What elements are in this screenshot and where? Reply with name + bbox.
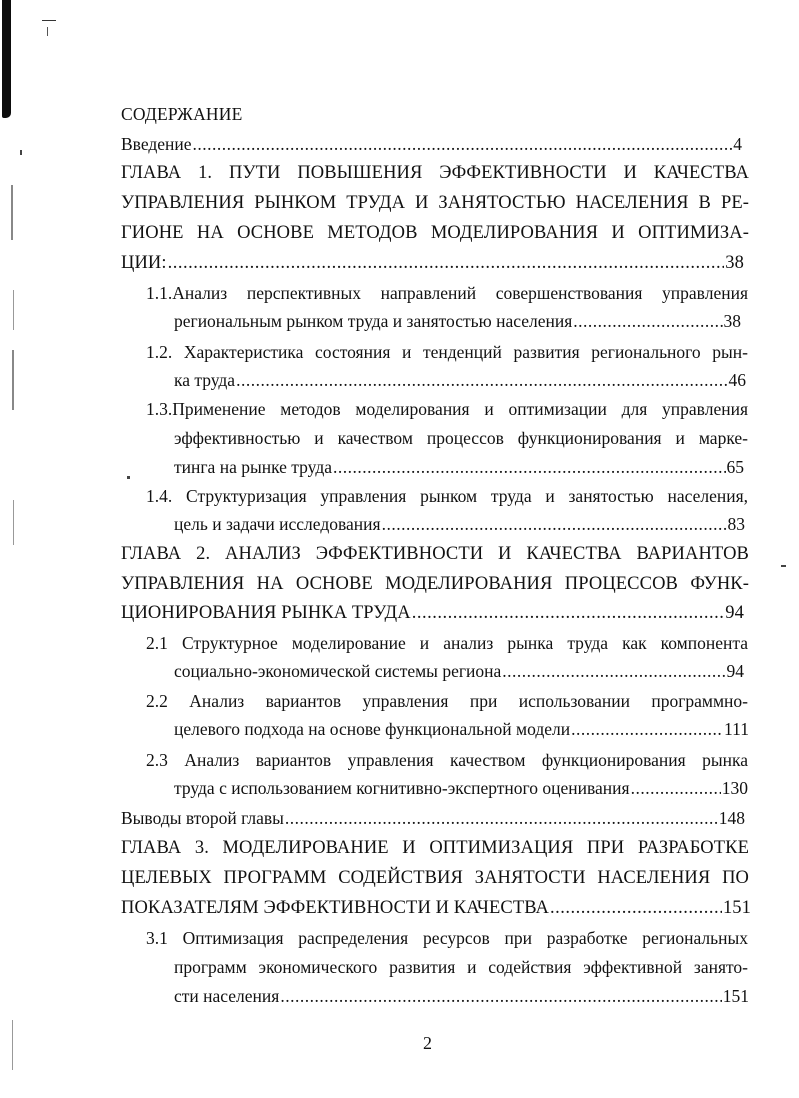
toc-chapter-3-line: ГЛАВА 3. МОДЕЛИРОВАНИЕ И ОПТИМИЗАЦИЯ ПРИ РАЗРАБОТКЕ xyxy=(121,838,749,858)
toc-entry-text: целевого подхода на основе функциональной модели xyxy=(174,719,571,739)
dot-leader xyxy=(333,457,726,478)
scan-speck xyxy=(12,1020,13,1070)
dot-leader xyxy=(280,986,721,1007)
toc-entry-text: Выводы второй главы xyxy=(121,808,284,828)
toc-section-1-2-line: 1.2. Характеристика состояния и тенденций развития регионального рын- xyxy=(146,342,748,362)
scan-speck xyxy=(13,500,14,545)
toc-section-1-3-line: 1.3.Применение методов моделирования и оптимизации для управления xyxy=(146,399,748,419)
toc-page-ref: 38 xyxy=(723,311,741,331)
toc-entry-text: социально-экономической системы региона xyxy=(174,661,502,681)
dot-leader xyxy=(550,898,722,919)
toc-entry-text: труда с использованием когнитивно-экспертного оценивания xyxy=(174,778,630,798)
toc-section-2-3-last-line xyxy=(174,778,748,806)
toc-chapter-2-line: ГЛАВА 2. АНАЛИЗ ЭФФЕКТИВНОСТИ И КАЧЕСТВА ВАРИАНТОВ xyxy=(121,544,749,564)
toc-page-ref: 65 xyxy=(726,457,744,477)
toc-page-ref: 151 xyxy=(722,986,749,1006)
dot-leader xyxy=(571,719,723,740)
toc-section-2-3-line: 2.3 Анализ вариантов управления качеством функционирования рынка xyxy=(146,750,748,770)
dot-leader xyxy=(285,808,718,829)
toc-page-ref: 83 xyxy=(727,514,745,534)
scan-speck xyxy=(13,290,14,330)
toc-section-2-2-line: 2.2 Анализ вариантов управления при использовании программно- xyxy=(146,691,748,711)
dot-leader xyxy=(193,134,733,155)
toc-chapter-3-line: ЦЕЛЕВЫХ ПРОГРАММ СОДЕЙСТВИЯ ЗАНЯТОСТИ НАСЕЛЕНИЯ ПО xyxy=(121,868,749,888)
toc-page-ref: 4 xyxy=(733,134,742,154)
toc-entry-text: сти населения xyxy=(174,986,280,1006)
scan-speck xyxy=(12,350,14,410)
toc-section-2-1-last-line xyxy=(174,661,744,689)
toc-entry-conclusions xyxy=(121,808,745,836)
toc-section-1-3-last-line xyxy=(174,457,744,485)
page-number: 2 xyxy=(423,1033,432,1053)
dot-leader xyxy=(502,661,725,682)
toc-section-3-1-line: программ экономического развития и содействия эффективной занято- xyxy=(174,957,748,977)
toc-chapter-1-last-line xyxy=(121,253,744,281)
toc-section-3-1-line: 3.1 Оптимизация распределения ресурсов при разработке региональных xyxy=(146,928,748,948)
toc-title: СОДЕРЖАНИЕ xyxy=(121,104,243,124)
dot-leader xyxy=(573,311,722,332)
toc-chapter-1-line: УПРАВЛЕНИЯ РЫНКОМ ТРУДА И ЗАНЯТОСТЬЮ НАСЕЛЕНИЯ В РЕ- xyxy=(121,193,749,213)
scan-speck xyxy=(127,476,130,479)
toc-section-1-3-line: эффективностью и качеством процессов функционирования и марке- xyxy=(174,428,748,448)
toc-section-2-1-line: 2.1 Структурное моделирование и анализ рынка труда как компонента xyxy=(146,633,748,653)
toc-entry-text: ЦИОНИРОВАНИЯ РЫНКА ТРУДА xyxy=(121,603,411,623)
dot-leader xyxy=(168,253,725,274)
toc-page-ref: 38 xyxy=(725,253,744,273)
scan-speck xyxy=(11,185,13,240)
toc-chapter-2-last-line xyxy=(121,603,744,631)
dot-leader xyxy=(236,370,727,391)
scan-mark xyxy=(47,27,48,36)
toc-section-1-4-last-line xyxy=(174,514,745,542)
toc-chapter-2-line: УПРАВЛЕНИЯ НА ОСНОВЕ МОДЕЛИРОВАНИЯ ПРОЦЕССОВ ФУНК- xyxy=(121,574,749,594)
dot-leader xyxy=(382,514,727,535)
toc-section-3-1-last-line xyxy=(174,986,749,1014)
toc-section-1-1-line: 1.1.Анализ перспективных направлений совершенствования управления xyxy=(146,283,748,303)
toc-chapter-1-line: ГЛАВА 1. ПУТИ ПОВЫШЕНИЯ ЭФФЕКТИВНОСТИ И КАЧЕСТВА xyxy=(121,163,749,183)
toc-chapter-3-last-line xyxy=(121,898,751,926)
toc-page-ref: 151 xyxy=(722,898,751,918)
toc-section-1-1-last-line xyxy=(174,311,741,339)
toc-page-ref: 94 xyxy=(725,603,744,623)
toc-entry-intro xyxy=(121,134,742,162)
toc-entry-text: региональным рынком труда и занятостью населения xyxy=(174,311,573,331)
toc-page-ref: 94 xyxy=(726,661,744,681)
toc-entry-text: ПОКАЗАТЕЛЯМ ЭФФЕКТИВНОСТИ И КАЧЕСТВА xyxy=(121,898,549,918)
scan-mark xyxy=(42,20,56,21)
scan-speck xyxy=(781,565,786,567)
dot-leader xyxy=(412,603,725,624)
toc-page-ref: 46 xyxy=(728,370,746,390)
toc-section-1-4-line: 1.4. Структуризация управления рынком труда и занятостью населения, xyxy=(146,486,748,506)
dot-leader xyxy=(631,778,721,799)
toc-page-ref: 130 xyxy=(721,778,748,798)
toc-page-ref: 111 xyxy=(724,719,749,739)
toc-entry-text: тинга на рынке труда xyxy=(174,457,332,477)
toc-entry-text: ЦИИ: xyxy=(121,253,167,273)
toc-chapter-1-line: ГИОНЕ НА ОСНОВЕ МЕТОДОВ МОДЕЛИРОВАНИЯ И ОПТИМИЗА- xyxy=(121,223,749,243)
toc-entry-text: ка труда xyxy=(174,370,236,390)
scan-speck xyxy=(20,150,22,155)
toc-entry-text: Введение xyxy=(121,134,192,154)
toc-page-ref: 148 xyxy=(718,808,745,828)
toc-section-2-2-last-line xyxy=(174,719,749,747)
scan-edge-shadow xyxy=(2,0,11,118)
toc-section-1-2-last-line xyxy=(174,370,746,398)
toc-entry-text: цель и задачи исследования xyxy=(174,514,381,534)
